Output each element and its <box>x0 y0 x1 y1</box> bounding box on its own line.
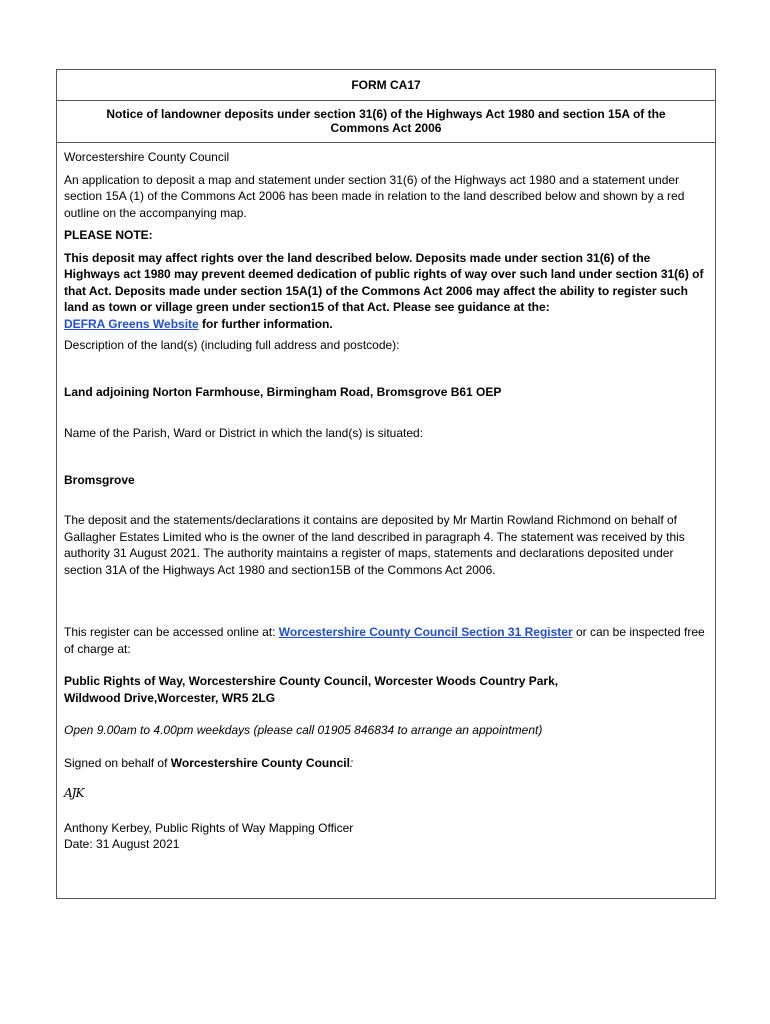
signed-after-text: : <box>349 755 354 770</box>
signed-on-behalf <box>64 755 707 772</box>
register-before-text: This register can be accessed online at: <box>64 625 279 639</box>
form-subtitle: Notice of landowner deposits under section 31(6) of the Highways Act 1980 and section 15A of the Commons Act 2006 <box>57 101 715 143</box>
signed-before-text: Signed on behalf of <box>64 755 171 770</box>
signed-council-name: Worcestershire County Council <box>170 755 350 770</box>
register-after-text: or can be inspected free of charge at: <box>64 625 705 656</box>
address-line-1: Public Rights of Way, Worcestershire County Council, Worcester Woods Country Park, <box>64 674 559 688</box>
form-ca17 <box>56 69 716 899</box>
defra-after-text: for further information. <box>198 316 333 331</box>
land-description: Land adjoining Norton Farmhouse, Birmingham Road, Bromsgrove B61 OEP <box>64 384 502 399</box>
note-paragraph <box>64 250 707 333</box>
signature: AJK <box>64 786 84 800</box>
parish-label: Name of the Parish, Ward or District in which the land(s) is situated: <box>64 426 424 440</box>
form-content <box>57 143 715 853</box>
section-31-register-link[interactable]: Worcestershire County Council Section 31 Register <box>278 625 573 639</box>
application-text: An application to deposit a map and statement under section 31(6) of the Highways act 1980 and a statement under section 15A (1) of the Commons Act 2006 has been made in relation to the land described below and shown by a red outline on the accompanying map. <box>64 172 685 220</box>
register-paragraph <box>64 624 707 657</box>
deposit-text: The deposit and the statements/declarations it contains are deposited by Mr Martin Rowland Richmond on behalf of Gallagher Estates Limited who is the owner of the land described in paragraph 4. The statement was received by this authority 31 August 2021. The authority maintains a register of maps, statements and declarations deposited under section 31A of the Highways Act 1980 and section15B of the Commons Act 2006. <box>64 513 685 577</box>
defra-greens-link[interactable]: DEFRA Greens Website <box>64 316 199 331</box>
land-description-label: Description of the land(s) (including full address and postcode): <box>64 338 400 352</box>
please-note-heading: PLEASE NOTE: <box>64 228 153 242</box>
council-name: Worcestershire County Council <box>64 150 230 164</box>
form-code: FORM CA17 <box>57 70 715 101</box>
officer-name: Anthony Kerbey, Public Rights of Way Mapping Officer <box>64 820 354 835</box>
opening-hours: Open 9.00am to 4.00pm weekdays (please call 01905 846834 to arrange an appointment) <box>64 723 543 737</box>
address-block <box>64 673 707 706</box>
signed-date: Date: 31 August 2021 <box>64 837 180 851</box>
address-line-2: Wildwood Drive,Worcester, WR5 2LG <box>64 690 276 705</box>
note-text: This deposit may affect rights over the land described below. Deposits made under section 31(6) of the Highways act 1980 may prevent deemed dedication of public rights of way over such land under section 31(6) of that Act. Deposits made under section 15A(1) of the Commons Act 2006 may affect the ability to register such land as town or village green under section15 of that Act. Please see guidance at the: <box>64 250 704 314</box>
parish-name: Bromsgrove <box>64 472 135 487</box>
